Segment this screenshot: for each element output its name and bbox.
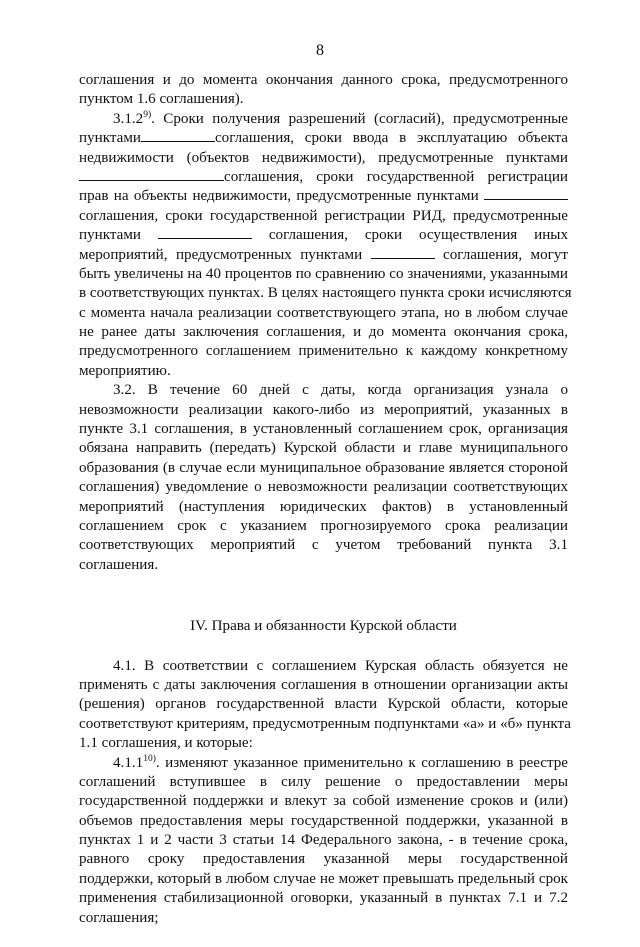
text-line bbox=[79, 928, 568, 947]
section-title: IV. Права и обязанности Курской области bbox=[190, 617, 457, 634]
text-line: 3.2. В течение 60 дней с даты, когда организация узнала о bbox=[113, 382, 568, 399]
text-line: поддержки, который в любом случае не может превышать предельный срок bbox=[79, 870, 568, 887]
text-line: пунктах 1 и 2 части 3 статьи 14 Федерального закона, - в течение срока, bbox=[79, 832, 568, 849]
text-line: соответствуют критериям, предусмотренным подпунктами «а» и «б» пункта bbox=[79, 715, 571, 732]
text-line: невозможности реализации какого-либо из мероприятий, указанных в bbox=[79, 401, 568, 418]
text-line: объемов предоставления меры государственной поддержки, указанной в bbox=[79, 812, 568, 829]
text-line: государственной поддержки и влекут за собой изменение сроков и (или) bbox=[79, 793, 568, 810]
text-line: соглашения, сроки государственной регистрации РИД, предусмотренные bbox=[79, 207, 568, 224]
text-line: соглашения, сроки государственной регистрации bbox=[79, 168, 568, 187]
text-line: пунктом 1.6 соглашения). bbox=[79, 91, 244, 108]
text-line: (решения) органов государственной власти Курской области, которые bbox=[79, 696, 568, 713]
document-body bbox=[79, 71, 572, 947]
text-line: мероприятию. bbox=[79, 362, 171, 379]
text-line: прав на объекты недвижимости, предусмотренные пунктами bbox=[79, 187, 568, 206]
text-line: мероприятий, предусмотренных пунктами соглашения, могут bbox=[79, 246, 568, 263]
text-line: соответствующих мероприятий с учетом требований пункта 3.1 bbox=[79, 537, 568, 554]
text-line: пунктами соглашения, сроки осуществления иных bbox=[79, 227, 568, 244]
text-line: не ранее даты заключения соглашения, и до момента окончания срока, bbox=[79, 324, 568, 341]
text-line: соглашением срок с указанием прогнозируемого срока реализации bbox=[79, 517, 568, 534]
text-line: мероприятий (наступления юридических фактов) в установленный bbox=[79, 498, 568, 515]
text-line: равного сроку предоставления указанной меры государственной bbox=[79, 851, 568, 868]
text-line: предусмотренного соглашением применительно к каждому конкретному bbox=[79, 343, 568, 360]
text-line: пунктами соглашения, сроки ввода в эксплуатацию объекта bbox=[79, 130, 568, 147]
text-line: образования (в случае если муниципальное образование является стороной bbox=[79, 459, 568, 476]
clause-3-1-2-heading: 3.1.2$^{9)}$. Сроки получения разрешений (согласий), предусмотренные bbox=[113, 109, 568, 127]
page-number: 8 bbox=[316, 42, 324, 59]
blank-field bbox=[141, 129, 215, 142]
text-line: 1.1 соглашения, и которые: bbox=[79, 735, 253, 752]
blank-field bbox=[79, 168, 224, 181]
clause-4-1-1-heading: 4.1.1$^{10)}$. изменяют указанное применительно к соглашению в реестре bbox=[113, 753, 568, 771]
text-line: соглашения и до момента окончания данного срока, предусмотренного bbox=[79, 72, 568, 88]
text-line: 4.1. В соответствии с соглашением Курская область обязуется не bbox=[113, 657, 568, 674]
text-line: обязана направить (передать) Курской области и главе муниципального bbox=[79, 440, 568, 457]
text-line bbox=[79, 575, 568, 594]
blank-field bbox=[371, 246, 435, 259]
text-line: соглашения. bbox=[79, 556, 159, 573]
text-line: соглашения) уведомление о невозможности реализации соответствующих bbox=[79, 479, 568, 496]
text-line: соглашений вступившее в силу решение о предоставлении меры bbox=[79, 773, 568, 790]
text-line: применять с даты заключения соглашения в отношении организации акты bbox=[79, 676, 568, 693]
text-line: в соответствующих пунктах. В целях настоящего пункта сроки исчисляются bbox=[79, 285, 572, 302]
text-line: с момента начала реализации соответствующего этапа, но в любом случае bbox=[79, 304, 568, 321]
text-line: применения стабилизационной оговорки, указанный в пунктах 7.1 и 7.2 bbox=[79, 890, 568, 907]
blank-field bbox=[484, 187, 568, 200]
blank-field bbox=[158, 226, 252, 239]
text-line: быть увеличены на 40 процентов по сравнению со значениями, указанными bbox=[79, 265, 568, 282]
text-line: недвижимости (объектов недвижимости), предусмотренные пунктами bbox=[79, 149, 568, 166]
text-line: пункте 3.1 соглашения, в установленный соглашением срок, организация bbox=[79, 421, 568, 438]
text-line: соглашения; bbox=[79, 909, 159, 926]
